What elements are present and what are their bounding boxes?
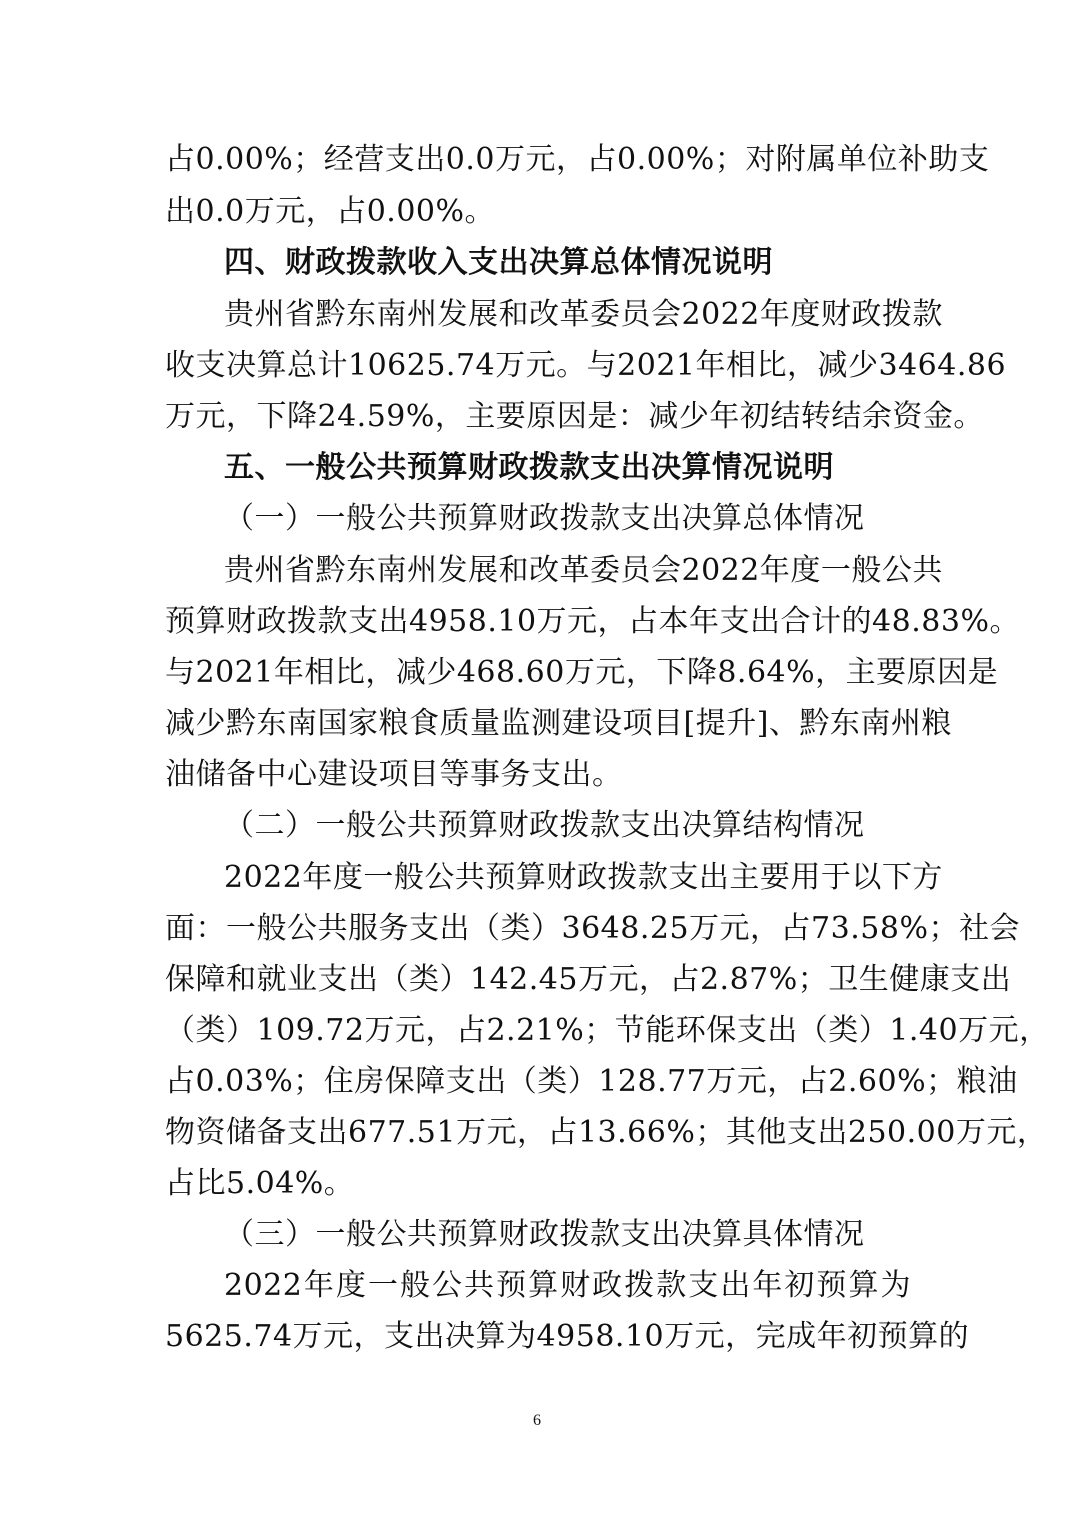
paragraph-line: 占0.03%；住房保障支出（类）128.77万元，占2.60%；粮油: [165, 1064, 1018, 1099]
subsection-heading-1: （一）一般公共预算财政拨款支出决算总体情况: [224, 501, 865, 536]
paragraph-line: 2022年度一般公共预算财政拨款支出年初预算为: [224, 1268, 911, 1303]
paragraph-line: 预算财政拨款支出4958.10万元，占本年支出合计的48.83%。: [165, 604, 1020, 639]
paragraph-line: 与2021年相比，减少468.60万元，下降8.64%，主要原因是: [165, 655, 999, 690]
section-heading-5: 五、一般公共预算财政拨款支出决算情况说明: [224, 450, 834, 485]
section-heading-4: 四、财政拨款收入支出决算总体情况说明: [224, 245, 773, 280]
paragraph-line: 万元，下降24.59%，主要原因是：减少年初结转结余资金。: [165, 399, 984, 434]
paragraph-line: 贵州省黔东南州发展和改革委员会2022年度财政拨款: [224, 297, 943, 332]
paragraph-line: 面：一般公共服务支出（类）3648.25万元，占73.58%；社会: [165, 911, 1020, 946]
subsection-heading-3: （三）一般公共预算财政拨款支出决算具体情况: [224, 1217, 865, 1252]
page-number: 6: [533, 1412, 541, 1429]
paragraph-line: 5625.74万元，支出决算为4958.10万元，完成年初预算的: [165, 1319, 970, 1354]
paragraph-line: 收支决算总计10625.74万元。与2021年相比，减少3464.86: [165, 348, 1007, 383]
paragraph-line: 2022年度一般公共预算财政拨款支出主要用于以下方: [224, 860, 943, 895]
paragraph-line: （类）109.72万元，占2.21%；节能环保支出（类）1.40万元，: [165, 1013, 1050, 1048]
paragraph-line: 保障和就业支出（类）142.45万元，占2.87%；卫生健康支出: [165, 962, 1012, 997]
paragraph-line: 油储备中心建设项目等事务支出。: [165, 757, 623, 792]
paragraph-line: 贵州省黔东南州发展和改革委员会2022年度一般公共: [224, 553, 943, 588]
subsection-heading-2: （二）一般公共预算财政拨款支出决算结构情况: [224, 808, 865, 843]
paragraph-line: 物资储备支出677.51万元，占13.66%；其他支出250.00万元，: [165, 1115, 1048, 1150]
paragraph-line: 占0.00%；经营支出0.0万元，占0.00%；对附属单位补助支: [165, 142, 990, 177]
paragraph-line: 出0.0万元，占0.00%。: [165, 194, 496, 229]
paragraph-line: 减少黔东南国家粮食质量监测建设项目[提升]、黔东南州粮: [165, 706, 952, 741]
paragraph-line: 占比5.04%。: [165, 1166, 355, 1201]
